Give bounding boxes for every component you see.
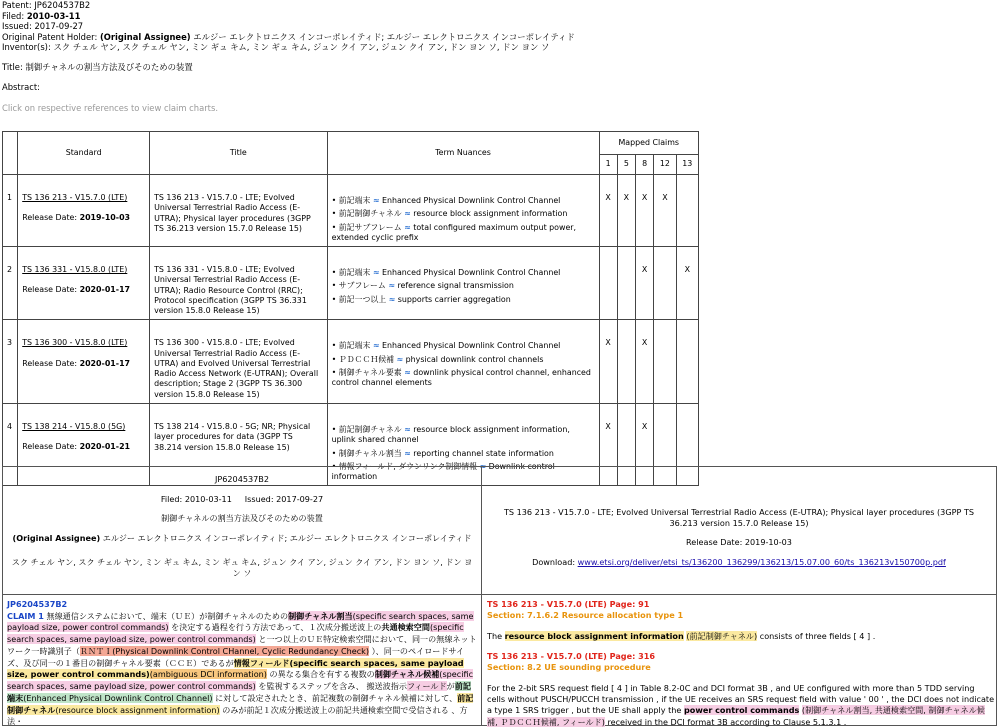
claim-col-8: 8 — [636, 155, 654, 175]
standard-link[interactable]: TS 138 214 - V15.8.0 (5G) — [22, 421, 126, 431]
maps-to-icon: ≈ — [404, 222, 411, 232]
standard-cell — [18, 247, 150, 320]
release-date: Release Date: 2020-01-17 — [22, 285, 131, 295]
term-nuance: • 前記端末 ≈ Enhanced Physical Downlink Control Channel — [331, 341, 561, 351]
standard-release: Release Date: 2019-10-03 — [686, 537, 792, 548]
term-nuance: • ＰＤＣＣＨ候補 ≈ physical downlink control channels — [331, 354, 544, 364]
mark-cell: X — [636, 320, 654, 404]
col-nuances-header: Term Nuances — [327, 132, 599, 175]
row-number: 4 — [3, 403, 18, 485]
abstract-line: Abstract: — [2, 81, 40, 92]
inventors-line: Inventor(s): スク チェル ヤン, スク チェル ヤン, ミン ギュ キム, ミン ギュ キム, ジュン クイ アン, ジュン クイ アン, ドン ヨン ソ, ドン ヨン ソ — [2, 42, 550, 53]
term-nuance: • 情報フィールド, ダウンリンク制御情報 ≈ Downlink control information — [331, 461, 555, 482]
mark-cell — [654, 247, 676, 320]
maps-to-icon: ≈ — [396, 354, 404, 364]
table-row — [3, 175, 699, 247]
maps-to-icon: ≈ — [388, 294, 396, 304]
claims-mapping-table — [2, 131, 699, 486]
release-date: Release Date: 2020-01-17 — [22, 358, 131, 368]
patent-line: Patent: JP6204537B2 — [2, 0, 91, 10]
term-nuance: • 前記端末 ≈ Enhanced Physical Downlink Control Channel — [331, 268, 561, 278]
term-nuance: • 前記端末 ≈ Enhanced Physical Downlink Control Channel — [331, 196, 561, 205]
term-nuance: • 前記制御チャネル ≈ resource block assignment information, uplink shared channel — [331, 424, 570, 445]
claim-comparison-panel — [2, 466, 997, 726]
title-cell: TS 136 300 - V15.8.0 - LTE; Evolved Universal Terrestrial Radio Access (E-UTRA) and Evolved Universal Terrestrial Radio Access Network (E-UTRAN); Overall description; Stage 2 (3GPP TS 36.300 version 15.8.0 Release 15) — [150, 320, 328, 404]
maps-to-icon: ≈ — [372, 341, 380, 351]
patent-metadata — [2, 0, 992, 92]
mark-cell: X — [617, 175, 635, 247]
maps-to-icon: ≈ — [404, 424, 411, 434]
row-number: 2 — [3, 247, 18, 320]
maps-to-icon: ≈ — [404, 209, 411, 219]
claim-col-5: 5 — [617, 155, 635, 175]
mark-cell: X — [636, 175, 654, 247]
term-nuance: • 前記制御チャネル ≈ resource block assignment information — [331, 209, 568, 219]
title-cell: TS 138 214 - V15.8.0 - 5G; NR; Physical layer procedures for data (3GPP TS 38.214 version 15.8.0 Release 15) — [150, 403, 328, 485]
standard-cell — [18, 175, 150, 247]
maps-to-icon: ≈ — [388, 281, 395, 291]
col-mapped-header: Mapped Claims — [599, 132, 699, 155]
mark-cell: X — [676, 247, 698, 320]
release-date: Release Date: 2020-01-21 — [22, 442, 131, 452]
table-row — [3, 320, 699, 404]
patent-number: JP6204537B2 — [214, 474, 270, 484]
patent-claim-text — [7, 599, 477, 728]
table-row — [3, 247, 699, 320]
claim-col-12: 12 — [654, 155, 676, 175]
patent-summary — [3, 467, 481, 594]
term-nuance: • 前記一つ以上 ≈ supports carrier aggregation — [331, 294, 511, 304]
standard-link[interactable]: TS 136 213 - V15.7.0 (LTE) — [22, 193, 128, 202]
excerpt-1-head: TS 136 213 - V15.7.0 (LTE) Page: 91 — [487, 599, 650, 609]
excerpt-2-text: For the 2-bit SRS request field [ 4 ] in Table 8.2-0C and DCI format 3B , and UE configured with more than 5 TDD serving cells without PUSCH/PUCCH transmission , if the UE receives an SRS request field with value ' 00 ' , the DCI does not indicate a type 1 SRS trigger , but the UE shall apply the power control commands (制御チャネル割当, 共通検索空間, 制御チャネル候補, ＰＤＣＣＨ候補, フィールド) received in the DCI format 3B according to Clause 5.1.3.1 . — [487, 682, 995, 727]
release-date: Release Date: 2019-10-03 — [22, 213, 131, 223]
standard-download: Download: www.etsi.org/deliver/etsi_ts/136200_136299/136213/15.07.00_60/ts_136213v150700p.pdf — [532, 556, 946, 567]
mark-cell — [654, 320, 676, 404]
mark-cell: X — [599, 403, 617, 485]
term-nuance: • サブフレーム ≈ reference signal transmission — [331, 281, 514, 291]
row-number: 3 — [3, 320, 18, 404]
claim-patent-number: JP6204537B2 — [7, 599, 68, 609]
col-standard-header: Standard — [18, 132, 150, 175]
col-num-header — [3, 132, 18, 175]
mark-cell: X — [599, 320, 617, 404]
excerpt-1-section: Section: 7.1.6.2 Resource allocation type 1 — [487, 610, 684, 621]
patent-dates: Filed: 2010-03-11 Issued: 2017-09-27 — [160, 493, 324, 504]
excerpt-2-head: TS 136 213 - V15.7.0 (LTE) Page: 316 — [487, 650, 656, 661]
maps-to-icon: ≈ — [404, 448, 411, 458]
patent-assignee: (Original Assignee) エルジー エレクトロニクス インコーポレイティド; エルジー エレクトロニクス インコーポレイティド — [12, 532, 472, 543]
mark-cell: X — [599, 175, 617, 247]
title-cell: TS 136 213 - V15.7.0 - LTE; Evolved Universal Terrestrial Radio Access (E-UTRA); Physical layer procedures (3GPP TS 36.213 version 15.7.0 Release 15) — [150, 175, 328, 247]
maps-to-icon: ≈ — [479, 461, 487, 471]
standard-link[interactable]: TS 136 300 - V15.8.0 (LTE) — [22, 338, 128, 348]
standard-link[interactable]: TS 136 331 - V15.8.0 (LTE) — [22, 265, 128, 275]
mark-cell: X — [636, 247, 654, 320]
issued-line: Issued: 2017-09-27 — [2, 21, 84, 32]
standard-summary — [482, 467, 996, 594]
patent-title: 制御チャネルの割当方法及びそのための装置 — [161, 513, 323, 524]
mark-cell — [676, 320, 698, 404]
col-title-header: Title — [150, 132, 328, 175]
mark-cell — [676, 175, 698, 247]
claim-col-13: 13 — [676, 155, 698, 175]
mark-cell — [617, 320, 635, 404]
holder-line: Original Patent Holder: (Original Assignee) エルジー エレクトロニクス インコーポレイティド; エルジー エレクトロニクス インコーポレイティド — [2, 31, 575, 42]
title-line: Title: 制御チャネルの割当方法及びそのための装置 — [2, 61, 193, 72]
standard-excerpts — [487, 599, 995, 728]
filed-line: Filed: 2010-03-11 — [2, 10, 81, 21]
row-number: 1 — [3, 175, 18, 247]
claim-col-1: 1 — [599, 155, 617, 175]
title-cell: TS 136 331 - V15.8.0 - LTE; Evolved Universal Terrestrial Radio Access (E-UTRA); Radio Resource Control (RRC); Protocol specification (3GPP TS 36.331 version 15.8.0 Release 15) — [150, 247, 328, 320]
maps-to-icon: ≈ — [372, 268, 380, 278]
mark-cell: X — [654, 175, 676, 247]
download-link[interactable]: www.etsi.org/deliver/etsi_ts/136200_136299/136213/15.07.00_60/ts_136213v150700p.pdf — [577, 556, 946, 567]
standard-title: TS 136 213 - V15.7.0 - LTE; Evolved Universal Terrestrial Radio Access (E-UTRA); Physical layer procedures (3GPP TS 36.213 version 15.7.0 Release 15) — [503, 507, 975, 528]
mark-cell — [617, 247, 635, 320]
claim-1-text: CLAIM 1 無線通信システムにおいて、端末（ＵＥ）が制御チャネルのための制御チャネル割当(specific search spaces, same payload size, power control commands) を決定する過程を行う方法であって、１次成分搬送波上の共通検索空間(specific search spaces, same payload size, power control commands) と一つ以上のＵＥ特定検索空間において、同一の無線ネットワーク一時識別子（ＲＮＴＩ(Physical Downlink Control CHannel, Cyclic Redundancy Check) ）、同一のペイロードサイズ、及び同一の１番目の制御チャネル要素（ＣＣＥ）であるが情報フィールド(specific search spaces, same payload size, power control commands)(ambiguous DCI information) の異なる集合を有する複数の制御チャネル候補(specific search spaces, same payload size, power control commands) を監視するステップを含み、 搬送波指示フィールドが前記端末(Enhanced Physical Downlink Control Channel) に対して設定されたとき、前記複数の制御チャネル候補に対して、前記制御チャネル(resource block assignment information) のみが前記１次成分搬送波上の前記共通検索空間で受信される 、方法・ — [7, 610, 477, 727]
term-nuance: • 制御チャネル割当 ≈ reporting channel state information — [331, 448, 554, 458]
mark-cell: X — [636, 403, 654, 485]
term-nuance: • 制御チャネル要素 ≈ downlink physical control channel, enhanced control channel elements — [331, 367, 591, 388]
excerpt-2-section: Section: 8.2 UE sounding procedure — [487, 662, 651, 673]
term-nuance: • 前記サブフレーム ≈ total configured maximum output power, extended cyclic prefix — [331, 222, 577, 242]
maps-to-icon: ≈ — [404, 367, 411, 377]
patent-inventors: スク チェル ヤン, スク チェル ヤン, ミン ギュ キム, ミン ギュ キム, ジュン クイ アン, ジュン クイ アン, ドン ヨン ソ, ドン ヨン ソ — [11, 557, 473, 578]
mark-cell — [599, 247, 617, 320]
excerpt-1-text: The resource block assignment information (前記制御チャネル) consists of three fields [ 4 ] . — [487, 630, 876, 641]
nuances-cell — [327, 320, 599, 404]
nuances-cell — [327, 175, 599, 247]
nuances-cell — [327, 247, 599, 320]
claim-chart-hint: Click on respective references to view claim charts. — [2, 103, 218, 113]
standard-cell — [18, 320, 150, 404]
maps-to-icon: ≈ — [372, 196, 380, 205]
